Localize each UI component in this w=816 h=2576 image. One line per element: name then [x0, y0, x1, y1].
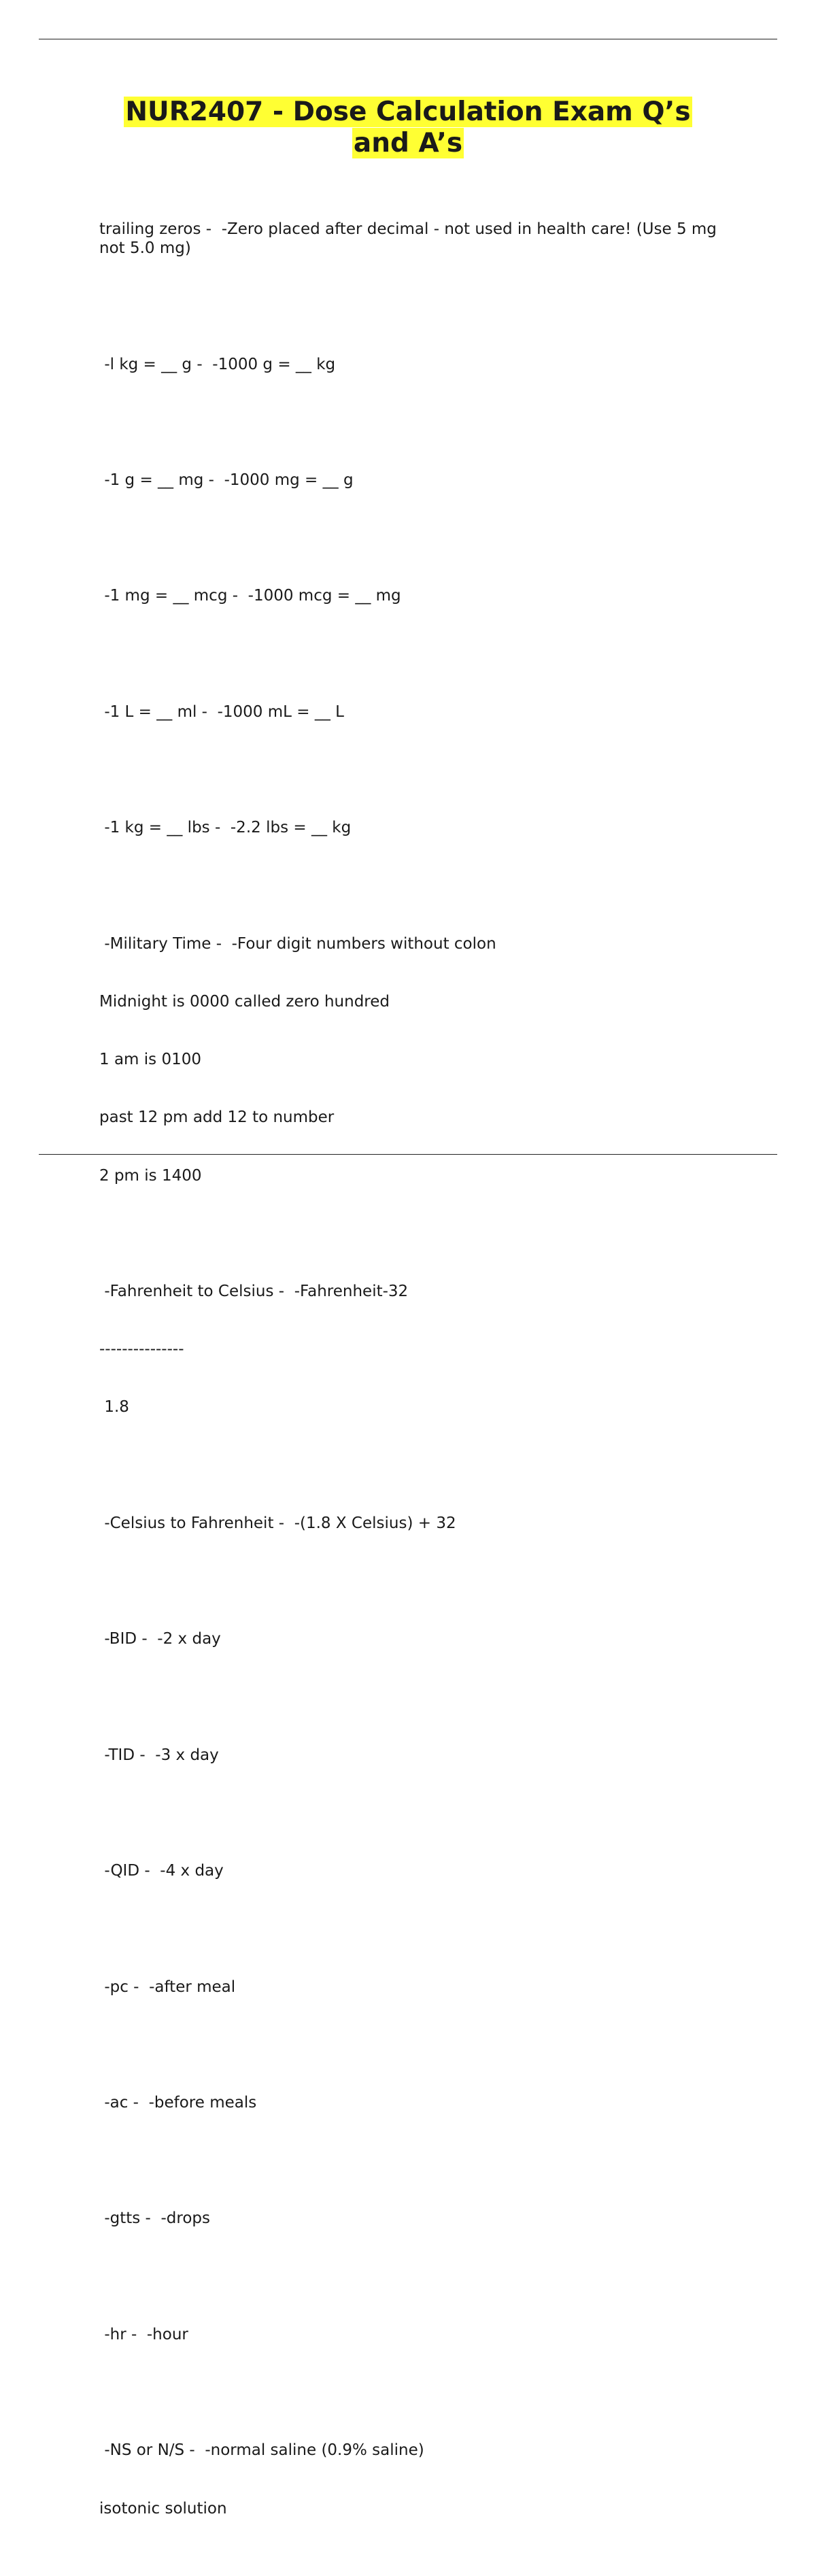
entry-line: -hr - -hour	[99, 2325, 188, 2343]
entry-line: 1 am is 0100	[99, 1051, 201, 1069]
entry-celsius-to-fahrenheit	[99, 1475, 732, 1572]
document-title	[0, 97, 816, 159]
entry-line: trailing zeros - -Zero placed after decimal - not used in health care! (Use 5 mg not 5.0 mg)	[99, 220, 722, 258]
entry-line: -l kg = __ g - -1000 g = __ kg	[99, 355, 336, 373]
entry-g-to-mg	[99, 432, 732, 528]
entry-line: -1 L = __ ml - -1000 mL = __ L	[99, 702, 344, 721]
entry-line: -QID - -4 x day	[99, 1862, 224, 1880]
entry-line: -NS or N/S - -normal saline (0.9% saline)	[99, 2441, 424, 2460]
entry-line: -gtts - -drops	[99, 2209, 210, 2228]
entry-line: -BID - -2 x day	[99, 1630, 221, 1648]
entry-line: 2 pm is 1400	[99, 1166, 202, 1185]
entry-line: -Military Time - -Four digit numbers without colon	[99, 934, 496, 953]
entry-line: 1.8	[99, 1398, 129, 1417]
entry-mg-to-mcg	[99, 548, 732, 645]
entry-line: past 12 pm add 12 to number	[99, 1108, 335, 1127]
entry-line: -1 g = __ mg - -1000 mg = __ g	[99, 471, 354, 490]
entry-line: -ac - -before meals	[99, 2094, 257, 2112]
title-line-2: and A’s	[353, 128, 463, 158]
entry-line: -1 mg = __ mcg - -1000 mcg = __ mg	[99, 587, 401, 605]
flashcard-list	[99, 181, 732, 2576]
entry-pc	[99, 1939, 732, 2035]
entry-bid	[99, 1591, 732, 1688]
entry-fahrenheit-to-celsius	[99, 1243, 732, 1455]
entry-l-to-ml	[99, 664, 732, 760]
entry-line: Midnight is 0000 called zero hundred	[99, 992, 390, 1011]
entry-trailing-zeros	[99, 181, 732, 296]
footer-rule	[39, 1154, 777, 1155]
entry-gtts	[99, 2171, 732, 2267]
entry-normal-saline	[99, 2402, 732, 2556]
entry-line: -pc - -after meal	[99, 1978, 236, 1996]
entry-qid	[99, 1823, 732, 1919]
entry-line: ---------------	[99, 1340, 184, 1359]
entry-kg-to-lbs	[99, 780, 732, 877]
entry-line: -TID - -3 x day	[99, 1746, 219, 1764]
entry-line: -1 kg = __ lbs - -2.2 lbs = __ kg	[99, 819, 352, 837]
entry-tid	[99, 1707, 732, 1803]
entry-hr	[99, 2286, 732, 2383]
entry-military-time	[99, 896, 732, 1224]
title-line-1: NUR2407 - Dose Calculation Exam Q’s	[125, 97, 691, 127]
entry-line: isotonic solution	[99, 2499, 227, 2518]
entry-line: -Celsius to Fahrenheit - -(1.8 X Celsius) + 32	[99, 1514, 456, 1532]
entry-kg-to-g	[99, 316, 732, 413]
entry-ac	[99, 2054, 732, 2151]
entry-line: -Fahrenheit to Celsius - -Fahrenheit-32	[99, 1283, 409, 1301]
